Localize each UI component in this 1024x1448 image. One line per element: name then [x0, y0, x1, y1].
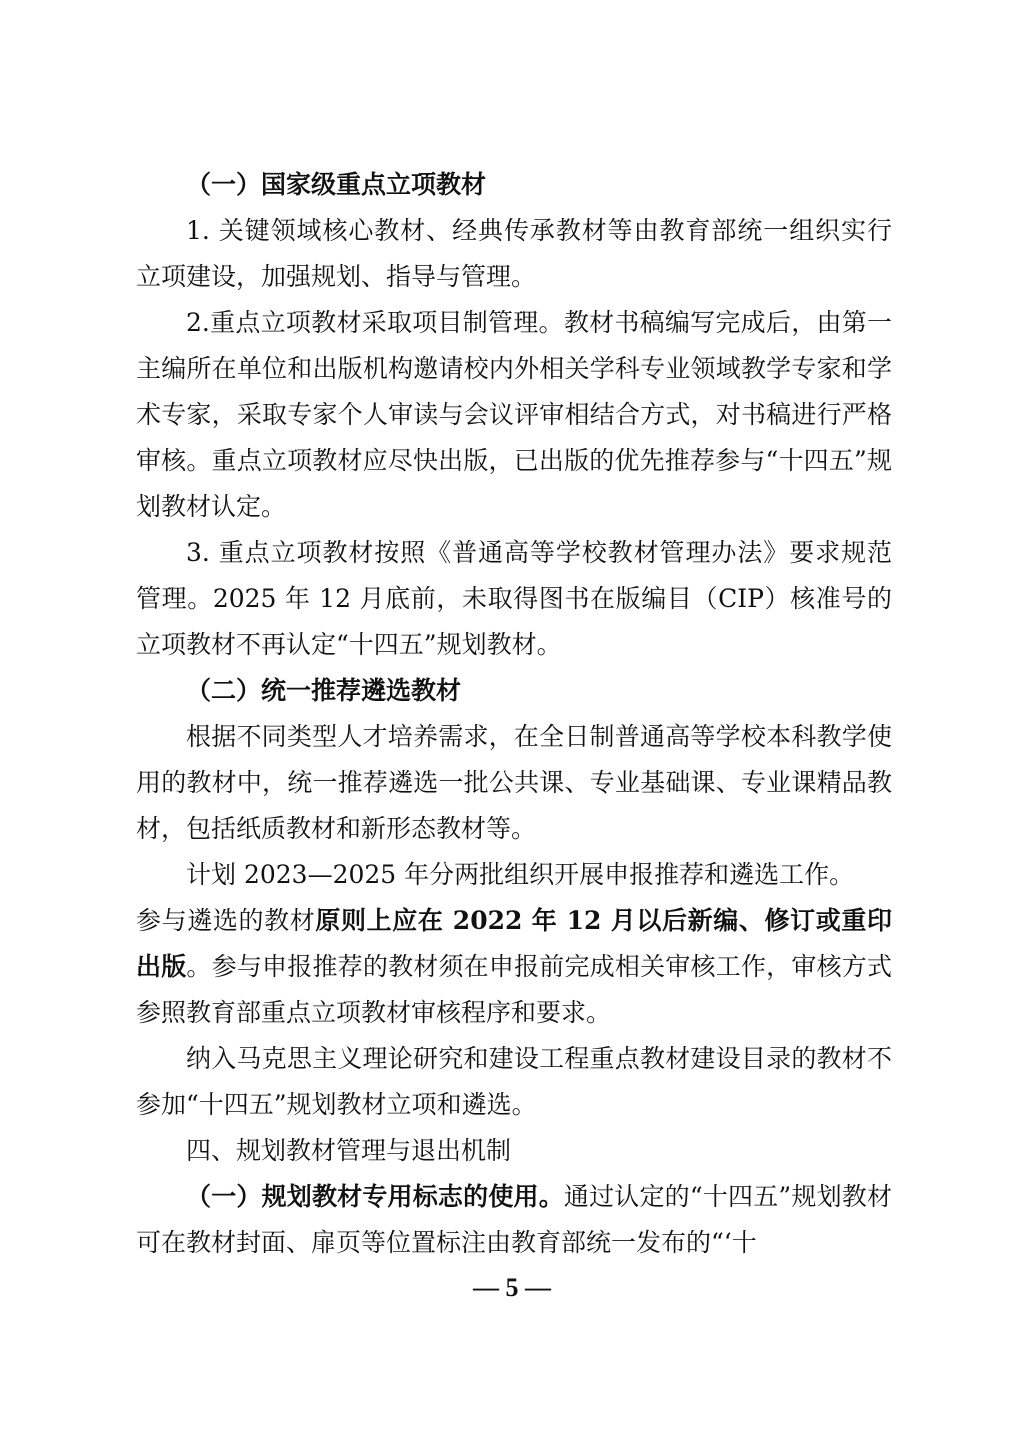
paragraph-8-bold: （一）规划教材专用标志的使用。 — [186, 1182, 564, 1211]
document-body — [136, 162, 892, 1266]
paragraph-5: 计划 2023—2025 年分两批组织开展申报推荐和遴选工作。 — [186, 860, 855, 889]
paragraph-6 — [136, 898, 892, 1036]
subsection-heading-national-key: （一）国家级重点立项教材 — [186, 170, 487, 199]
paragraph-8 — [136, 1174, 892, 1266]
paragraph-1: 1. 关键领域核心教材、经典传承教材等由教育部统一组织实行立项建设，加强规划、指导与管理。 — [136, 216, 892, 291]
paragraph-3: 3. 重点立项教材按照《普通高等学校教材管理办法》要求规范管理。2025 年 12 月底前，未取得图书在版编目（CIP）核准号的立项教材不再认定“十四五”规划教材。 — [136, 538, 892, 659]
page-number: — 5 — — [473, 1273, 551, 1302]
paragraph-6-bold: 原则上应在 2022 年 12 月以后新编、修订或重印出版 — [136, 906, 892, 981]
paragraph-6-start: 参与遴选的教材 — [136, 906, 316, 935]
subsection-heading-unified-recommend: （二）统一推荐遴选教材 — [186, 676, 462, 705]
paragraph-8-rest: 通过认定的“十四五”规划教材可在教材封面、扉页等位置标注由教育部统一发布的“‘十 — [136, 1182, 892, 1257]
paragraph-7: 纳入马克思主义理论研究和建设工程重点教材建设目录的教材不参加“十四五”规划教材立项和遴选。 — [136, 1044, 892, 1119]
paragraph-4: 根据不同类型人才培养需求，在全日制普通高等学校本科教学使用的教材中，统一推荐遴选一批公共课、专业基础课、专业课精品教材，包括纸质教材和新形态教材等。 — [136, 722, 892, 843]
paragraph-2: 2.重点立项教材采取项目制管理。教材书稿编写完成后，由第一主编所在单位和出版机构邀请校内外相关学科专业领域教学专家和学术专家，采取专家个人审读与会议评审相结合方式，对书稿进行严格审核。重点立项教材应尽快出版，已出版的优先推荐参与“十四五”规划教材认定。 — [136, 308, 892, 521]
paragraph-6-end: 。参与申报推荐的教材须在申报前完成相关审核工作，审核方式参照教育部重点立项教材审核程序和要求。 — [136, 952, 892, 1027]
section-heading-four: 四、规划教材管理与退出机制 — [186, 1136, 512, 1165]
